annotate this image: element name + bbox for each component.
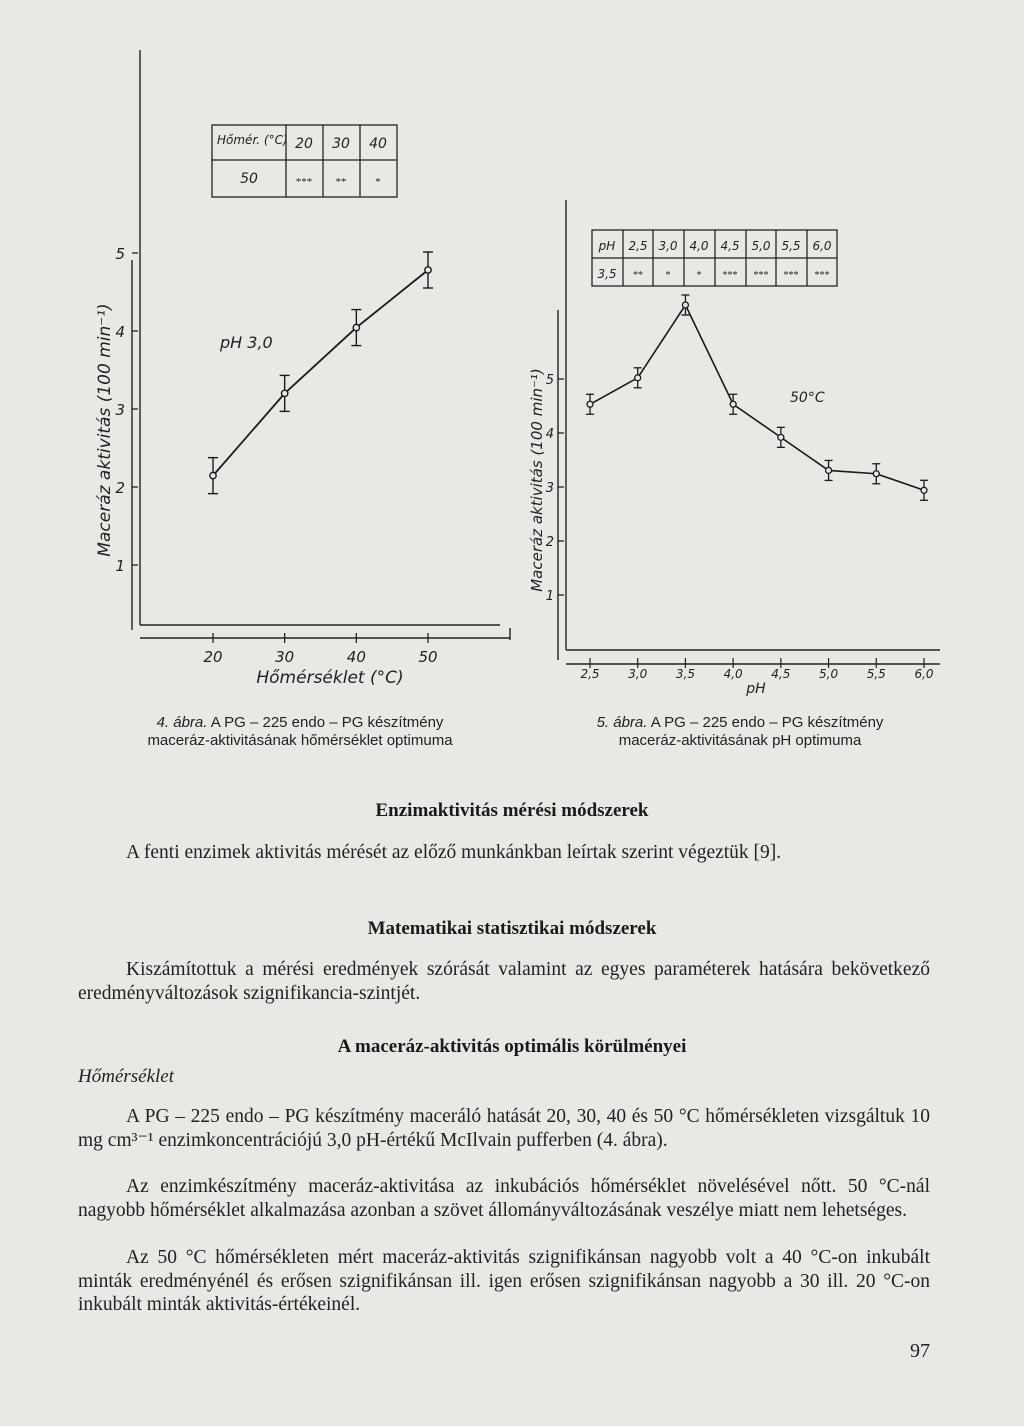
table-5-col: 5,5 xyxy=(781,239,801,253)
y-tick-label-4: 1 xyxy=(115,557,125,575)
table-5-sig: * xyxy=(665,270,671,281)
paragraph-5-text: Az 50 °C hőmérsékleten mért maceráz-aktivitás szignifikánsan nagyobb volt a 40 °C-on inkubált minták eredményénél és erősen szignifikánsan ill. igen erősen szignifikánsan nagyobb a 30 ill. 20 °C-on inkubált minták aktivitás-értékeinél. xyxy=(78,1247,930,1315)
paragraph-statistics xyxy=(78,958,930,1005)
figure-4-caption-number: 4. ábra. xyxy=(156,714,208,731)
y-tick-label-5: 4 xyxy=(545,427,554,442)
table-5-col: 4,0 xyxy=(689,239,709,253)
temperature-annotation: 50°C xyxy=(790,390,825,406)
y-tick-label-4: 3 xyxy=(115,401,125,419)
figure-5-caption-text: A PG – 225 endo – PG készítmény xyxy=(650,714,884,731)
y-tick-label-5: 5 xyxy=(545,373,554,388)
x-tick-label-5: 5,0 xyxy=(819,667,839,681)
heading-enzyme-methods: Enzimaktivitás mérési módszerek xyxy=(375,800,649,821)
x-tick-label-5: 3,5 xyxy=(675,667,695,681)
x-tick-label-5: 4,0 xyxy=(723,667,743,681)
x-axis-label-4: Hőmérséklet (°C) xyxy=(256,668,404,688)
paragraph-3-text: A PG – 225 endo – PG készítmény maceráló hatását 20, 30, 40 és 50 °C hőmérsékleten vizsgáltuk 10 mg cm³⁻¹ enzimkoncentrációjú 3,0 pH-értékű McIlvain pufferben (4. ábra). xyxy=(78,1106,930,1151)
y-tick-label-4: 5 xyxy=(115,245,125,263)
y-tick-label-5: 2 xyxy=(545,535,554,550)
figure-5-caption xyxy=(520,714,960,750)
table-4-col-3: 40 xyxy=(369,136,387,152)
side-label-temperature: Hőmérséklet xyxy=(78,1066,175,1087)
table-5-col: 4,5 xyxy=(720,239,740,253)
data-point-5 xyxy=(826,467,832,473)
table-4-col-2: 30 xyxy=(332,136,350,152)
data-point-4 xyxy=(425,267,431,273)
table-5-col: 5,0 xyxy=(751,239,771,253)
table-5-sig: *** xyxy=(722,270,738,281)
data-point-4 xyxy=(353,324,359,330)
paragraph-4 xyxy=(78,1175,930,1222)
figure-4-chart xyxy=(80,40,520,700)
x-tick-label-5: 5,5 xyxy=(866,667,886,681)
ph-annotation: pH 3,0 xyxy=(220,333,273,352)
figure-5-caption-line2: maceráz-aktivitásának pH optimuma xyxy=(618,732,862,749)
table-5-row-label: 3,5 xyxy=(597,267,617,281)
table-5-header-label: pH xyxy=(598,239,616,253)
table-5-sig: *** xyxy=(753,270,769,281)
figure-4-caption-line2: maceráz-aktivitásának hőmérséklet optimuma xyxy=(147,732,453,749)
paragraph-1-text: A fenti enzimek aktivitás mérését az előző munkánkban leírtak szerint végeztük [9]. xyxy=(126,842,782,863)
paragraph-5 xyxy=(78,1246,930,1317)
x-tick-label-5: 2,5 xyxy=(580,667,600,681)
table-4-header-label: Hőmér. (°C) xyxy=(217,133,288,147)
data-point-4 xyxy=(281,390,287,396)
table-5-sig: * xyxy=(696,270,702,281)
table-4-sig-3: * xyxy=(375,176,381,188)
x-tick-label-4: 30 xyxy=(275,648,295,666)
table-5-sig: *** xyxy=(783,270,799,281)
table-4-sig-1: *** xyxy=(295,176,313,188)
y-axis-label-4: Maceráz aktivitás (100 min⁻¹) xyxy=(95,303,115,557)
figure-4-caption xyxy=(80,714,520,750)
data-point-5 xyxy=(921,487,927,493)
x-tick-label-5: 4,5 xyxy=(771,667,791,681)
paragraph-4-text: Az enzimkészítmény maceráz-aktivitása az inkubációs hőmérséklet növelésével nőtt. 50 °C-nál nagyobb hőmérséklet alkalmazása azonban a szövet állományváltozásának veszélye miatt nem lehetséges. xyxy=(78,1176,930,1221)
series-line-5 xyxy=(590,305,924,490)
y-tick-label-4: 2 xyxy=(115,479,125,497)
x-axis-label-5: pH xyxy=(746,681,766,697)
table-5-col: 6,0 xyxy=(812,239,832,253)
x-tick-label-4: 50 xyxy=(418,648,438,666)
data-point-5 xyxy=(873,471,879,477)
data-point-4 xyxy=(210,472,216,478)
paragraph-enzyme-methods xyxy=(78,841,930,865)
paragraph-2-text: Kiszámítottuk a mérési eredmények szórását valamint az egyes paraméterek hatására bekövetkező eredményváltozások szignifikancia-szintjét. xyxy=(78,959,930,1004)
heading-optimal-conditions: A maceráz-aktivitás optimális körülményei xyxy=(337,1036,687,1057)
data-point-5 xyxy=(778,434,784,440)
x-tick-label-5: 3,0 xyxy=(628,667,648,681)
table-5-sig: ** xyxy=(633,270,643,281)
y-tick-label-4: 4 xyxy=(115,323,125,341)
table-4-col-1: 20 xyxy=(295,136,313,152)
paragraph-3 xyxy=(78,1105,930,1152)
table-4-row-label: 50 xyxy=(240,171,258,187)
heading-statistics: Matematikai statisztikai módszerek xyxy=(367,918,657,939)
x-tick-label-5: 6,0 xyxy=(914,667,934,681)
figure-5-caption-number: 5. ábra. xyxy=(596,714,648,731)
y-tick-label-5: 1 xyxy=(545,589,554,604)
data-point-5 xyxy=(635,375,641,381)
series-line-4 xyxy=(213,270,428,476)
data-point-5 xyxy=(587,401,593,407)
table-4-sig-2: ** xyxy=(335,176,347,188)
x-tick-label-4: 20 xyxy=(203,648,223,666)
figure-4-caption-text: A PG – 225 endo – PG készítmény xyxy=(210,714,444,731)
figure-5-chart xyxy=(520,190,960,700)
page-number: 97 xyxy=(910,1340,930,1362)
data-point-5 xyxy=(730,401,736,407)
table-5-sig: *** xyxy=(814,270,830,281)
x-tick-label-4: 40 xyxy=(346,648,366,666)
data-point-5 xyxy=(682,302,688,308)
y-tick-label-5: 3 xyxy=(545,481,554,496)
y-axis-label-5: Maceráz aktivitás (100 min⁻¹) xyxy=(528,368,546,592)
table-5-col: 2,5 xyxy=(628,239,648,253)
table-5-col: 3,0 xyxy=(658,239,678,253)
